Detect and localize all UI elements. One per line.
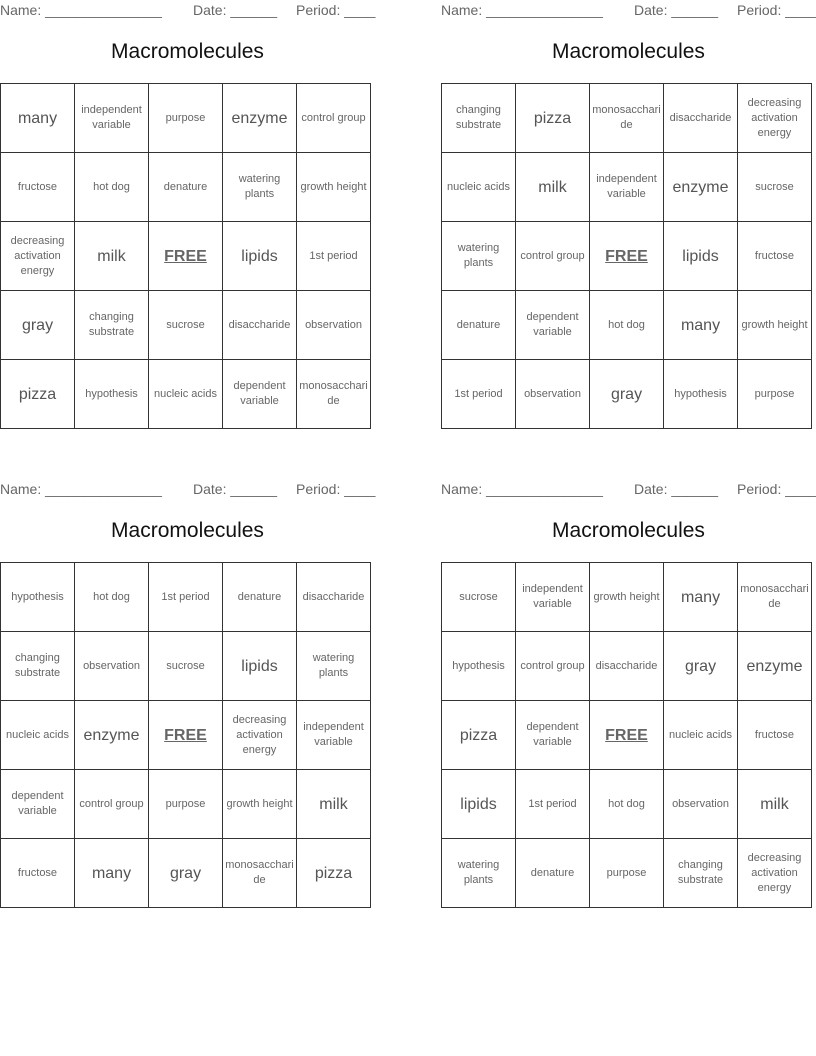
bingo-cell: purpose [738,360,812,429]
bingo-grid [0,83,371,429]
bingo-cell: monosacchari de [297,360,371,429]
bingo-cell: purpose [149,770,223,839]
bingo-grid [441,83,812,429]
bingo-cell: control group [516,222,590,291]
free-space: FREE [590,701,664,770]
bingo-row [1,563,371,632]
bingo-row [1,632,371,701]
bingo-cell: sucrose [149,632,223,701]
date-field-label: Date: ______ [634,2,719,18]
bingo-cell: fructose [738,222,812,291]
bingo-card-4 [441,479,816,899]
bingo-row [442,839,812,908]
bingo-cell: control group [75,770,149,839]
bingo-cell: lipids [442,770,516,839]
bingo-cell: observation [516,360,590,429]
bingo-cell: decreasing activation energy [738,84,812,153]
bingo-card-2 [441,0,816,420]
period-field-label: Period: ____ [296,481,376,497]
bingo-cell: fructose [1,839,75,908]
bingo-cell: observation [75,632,149,701]
card-header [0,481,375,499]
bingo-cell: dependent variable [1,770,75,839]
card-title: Macromolecules [111,40,264,63]
bingo-row [442,770,812,839]
bingo-cell: dependent variable [516,701,590,770]
period-field-label: Period: ____ [296,2,376,18]
bingo-cell: fructose [738,701,812,770]
bingo-row [1,222,371,291]
free-space: FREE [149,222,223,291]
bingo-cell: watering plants [223,153,297,222]
bingo-cell: sucrose [738,153,812,222]
bingo-cell: nucleic acids [1,701,75,770]
free-space: FREE [590,222,664,291]
bingo-cell: changing substrate [75,291,149,360]
bingo-row [1,839,371,908]
bingo-row [1,291,371,360]
bingo-cell: denature [223,563,297,632]
name-field-label: Name: _______________ [441,481,603,497]
bingo-cell: watering plants [297,632,371,701]
bingo-cell: growth height [297,153,371,222]
bingo-cell: enzyme [223,84,297,153]
card-header [0,2,375,20]
bingo-row [442,84,812,153]
bingo-cell: pizza [1,360,75,429]
bingo-cell: 1st period [442,360,516,429]
bingo-cell: gray [664,632,738,701]
bingo-cell: observation [297,291,371,360]
period-field-label: Period: ____ [737,2,816,18]
bingo-cell: growth height [223,770,297,839]
period-field-label: Period: ____ [737,481,816,497]
bingo-cell: nucleic acids [664,701,738,770]
bingo-cell: control group [516,632,590,701]
bingo-cell: control group [297,84,371,153]
bingo-row [1,84,371,153]
bingo-cell: lipids [664,222,738,291]
bingo-cell: growth height [738,291,812,360]
bingo-row [442,360,812,429]
bingo-cell: monosacchari de [223,839,297,908]
bingo-row [442,222,812,291]
bingo-row [1,701,371,770]
bingo-cell: many [1,84,75,153]
bingo-row [442,563,812,632]
bingo-cell: independent variable [297,701,371,770]
card-title: Macromolecules [552,40,705,63]
card-title: Macromolecules [552,519,705,542]
bingo-row [442,291,812,360]
bingo-cell: denature [442,291,516,360]
bingo-cell: dependent variable [223,360,297,429]
bingo-row [442,701,812,770]
bingo-cell: pizza [516,84,590,153]
bingo-cell: hypothesis [442,632,516,701]
bingo-cell: monosacchari de [590,84,664,153]
card-header [441,481,816,499]
bingo-cell: 1st period [516,770,590,839]
bingo-cell: watering plants [442,839,516,908]
bingo-cell: pizza [442,701,516,770]
bingo-cell: milk [297,770,371,839]
bingo-cell: independent variable [590,153,664,222]
bingo-cell: enzyme [664,153,738,222]
bingo-cell: milk [516,153,590,222]
bingo-cell: lipids [223,222,297,291]
bingo-cell: fructose [1,153,75,222]
bingo-cell: many [664,563,738,632]
card-header [441,2,816,20]
bingo-cell: purpose [590,839,664,908]
bingo-cell: hot dog [75,153,149,222]
card-title: Macromolecules [111,519,264,542]
bingo-cell: disaccharide [664,84,738,153]
free-space: FREE [149,701,223,770]
bingo-cell: disaccharide [590,632,664,701]
bingo-cell: changing substrate [664,839,738,908]
bingo-cell: growth height [590,563,664,632]
name-field-label: Name: _______________ [0,481,162,497]
bingo-cell: hypothesis [664,360,738,429]
bingo-card-3 [0,479,375,899]
bingo-cell: monosacchari de [738,563,812,632]
bingo-card-1 [0,0,375,420]
bingo-cell: enzyme [738,632,812,701]
bingo-cell: many [664,291,738,360]
bingo-cell: decreasing activation energy [1,222,75,291]
bingo-grid [441,562,812,908]
bingo-cell: decreasing activation energy [738,839,812,908]
bingo-cell: gray [590,360,664,429]
bingo-cell: independent variable [75,84,149,153]
bingo-cell: denature [516,839,590,908]
bingo-cell: lipids [223,632,297,701]
bingo-cell: denature [149,153,223,222]
bingo-cell: disaccharide [223,291,297,360]
bingo-cell: independent variable [516,563,590,632]
bingo-cell: watering plants [442,222,516,291]
date-field-label: Date: ______ [193,2,278,18]
bingo-cell: 1st period [149,563,223,632]
bingo-cell: hot dog [590,770,664,839]
bingo-cell: purpose [149,84,223,153]
name-field-label: Name: _______________ [441,2,603,18]
bingo-cell: 1st period [297,222,371,291]
bingo-row [442,153,812,222]
bingo-cell: milk [738,770,812,839]
date-field-label: Date: ______ [193,481,278,497]
bingo-cell: sucrose [149,291,223,360]
bingo-cell: gray [1,291,75,360]
bingo-cell: nucleic acids [149,360,223,429]
bingo-cell: hypothesis [75,360,149,429]
bingo-row [1,770,371,839]
bingo-cell: hot dog [75,563,149,632]
bingo-cell: hypothesis [1,563,75,632]
bingo-cell: many [75,839,149,908]
bingo-cell: disaccharide [297,563,371,632]
name-field-label: Name: _______________ [0,2,162,18]
bingo-cell: gray [149,839,223,908]
bingo-cell: milk [75,222,149,291]
bingo-cell: nucleic acids [442,153,516,222]
bingo-row [1,153,371,222]
bingo-row [1,360,371,429]
date-field-label: Date: ______ [634,481,719,497]
bingo-grid [0,562,371,908]
bingo-cell: changing substrate [1,632,75,701]
bingo-cell: changing substrate [442,84,516,153]
bingo-cell: dependent variable [516,291,590,360]
bingo-row [442,632,812,701]
bingo-cell: hot dog [590,291,664,360]
bingo-cell: decreasing activation energy [223,701,297,770]
bingo-cell: observation [664,770,738,839]
bingo-cell: sucrose [442,563,516,632]
bingo-cell: pizza [297,839,371,908]
bingo-cell: enzyme [75,701,149,770]
